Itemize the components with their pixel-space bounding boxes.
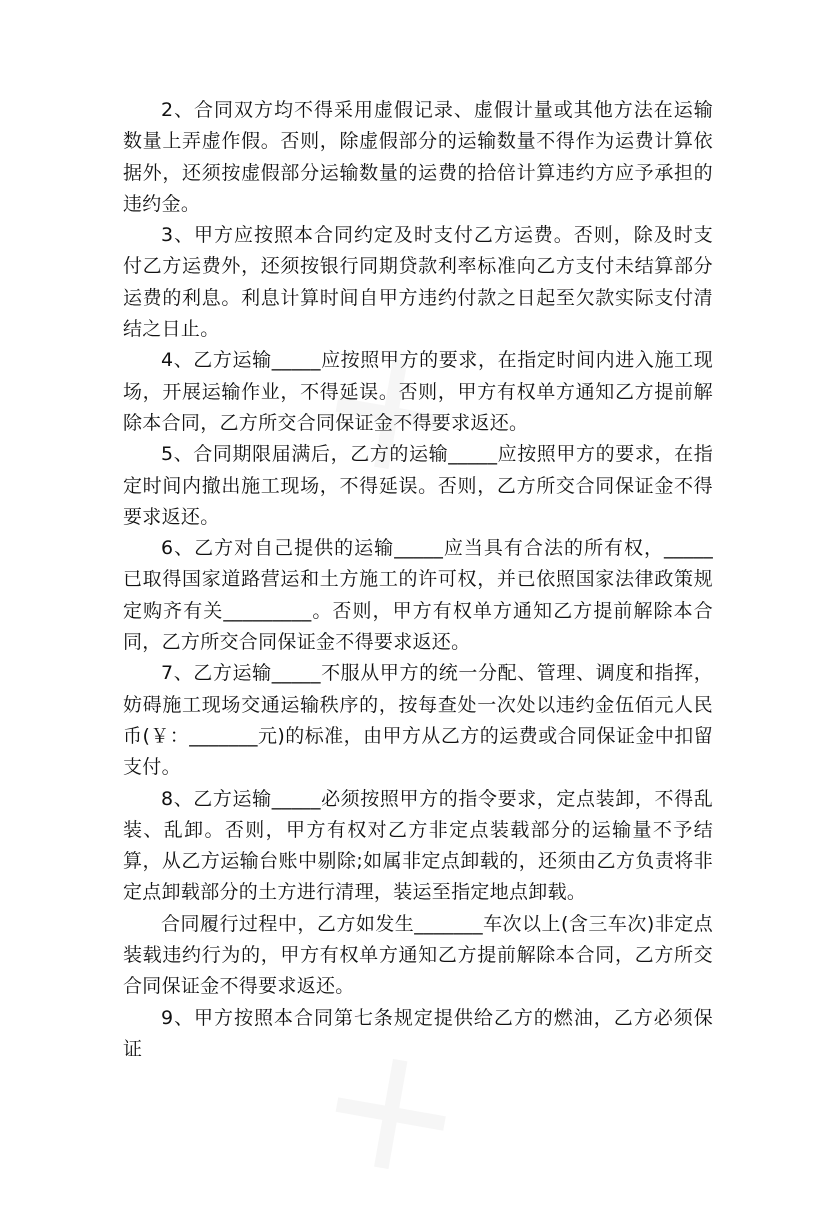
clause-5-paragraph: 5、合同期限届满后，乙方的运输_____应按照甲方的要求，在指定时间内撤出施工现场，不得延误。否则，乙方所交合同保证金不得要求返还。 bbox=[123, 443, 713, 528]
clause-7-paragraph: 7、乙方运输_____不服从甲方的统一分配、管理、调度和指挥，妨碍施工现场交通运输秩序的，按每查处一次处以违约金伍佰元人民币(￥：_______元)的标准，由甲方从乙方的运费或合同保证金中扣留支付。 bbox=[123, 662, 713, 779]
clause-8-paragraph: 8、乙方运输_____必须按照甲方的指令要求，定点装卸，不得乱装、乱卸。否则，甲方有权对乙方非定点装载部分的运输量不予结算，从乙方运输台账中剔除;如属非定点卸载的，还须由乙方负责将非定点卸载部分的土方进行清理，装运至指定地点卸载。 bbox=[123, 787, 713, 904]
document-body bbox=[123, 95, 713, 1065]
clause-9-paragraph: 9、甲方按照本合同第七条规定提供给乙方的燃油，乙方必须保证 bbox=[123, 1006, 713, 1060]
clause-2-paragraph: 2、合同双方均不得采用虚假记录、虚假计量或其他方法在运输数量上弄虚作假。否则，除虚假部分的运输数量不得作为运费计算依据外，还须按虚假部分运输数量的运费的拾倍计算违约方应予承担的违约金。 bbox=[123, 99, 713, 215]
clause-4-paragraph: 4、乙方运输_____应按照甲方的要求，在指定时间内进入施工现场，开展运输作业，不得延误。否则，甲方有权单方通知乙方提前解除本合同，乙方所交合同保证金不得要求返还。 bbox=[123, 349, 713, 434]
clause-8-supplement-paragraph: 合同履行过程中，乙方如发生_______车次以上(含三车次)非定点装载违约行为的，甲方有权单方通知乙方提前解除本合同，乙方所交合同保证金不得要求返还。 bbox=[123, 912, 713, 998]
clause-6-paragraph: 6、乙方对自己提供的运输_____应当具有合法的所有权，_____已取得国家道路营运和土方施工的许可权，并已依照国家法律政策规定购齐有关_________。否则，甲方有权单方通知乙方提前解除本合同，乙方所交合同保证金不得要求返还。 bbox=[123, 537, 713, 654]
clause-3-paragraph: 3、甲方应按照本合同约定及时支付乙方运费。否则，除及时支付乙方运费外，还须按银行同期贷款利率标准向乙方支付未结算部分运费的利息。利息计算时间自甲方违约付款之日起至欠款实际支付清结之日止。 bbox=[123, 224, 713, 341]
